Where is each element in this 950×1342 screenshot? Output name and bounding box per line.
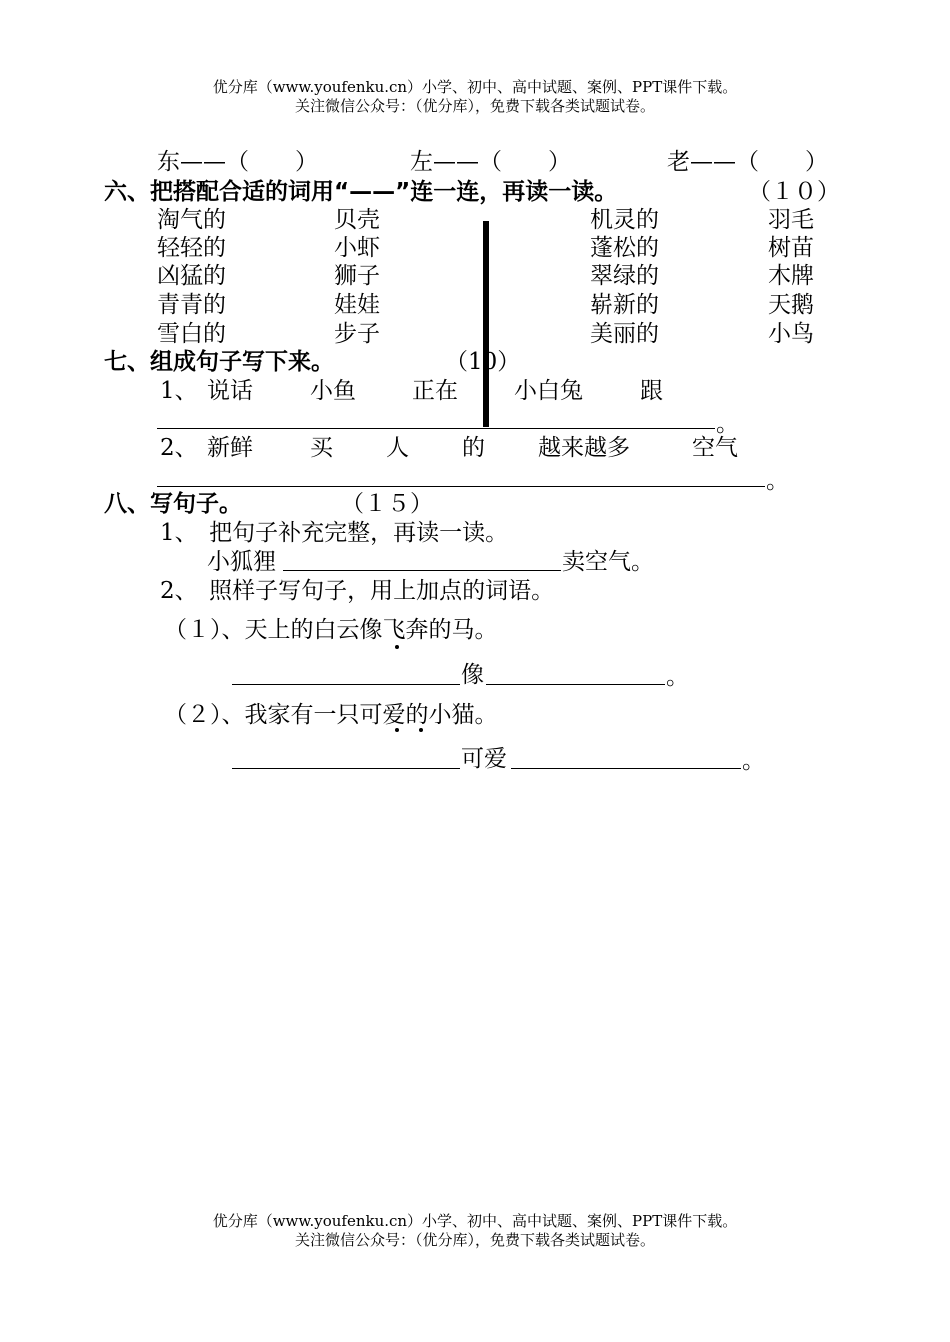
- q1-word: 小白兔: [514, 378, 583, 404]
- match-word: 贝壳: [334, 207, 380, 233]
- s8-ex2-blank-right[interactable]: [511, 768, 741, 769]
- match-word: 美丽的: [590, 321, 659, 347]
- footer-line-1: 优分库（www.youfenku.cn）小学、初中、高中试题、案例、PPT课件下载。: [212, 1212, 738, 1230]
- match-word: 步子: [334, 321, 380, 347]
- antonym-item-2: 左——（ ）: [410, 149, 571, 175]
- match-word: 崭新的: [590, 292, 659, 318]
- match-word: 天鹅: [768, 292, 814, 318]
- section-7-title: 七、组成句子写下来。: [104, 349, 334, 375]
- s8-q1-label: 1、 把句子补充完整，再读一读。: [160, 520, 509, 546]
- match-word: 小鸟: [768, 321, 814, 347]
- q2-word: 的: [462, 435, 485, 461]
- header-line-1: 优分库（www.youfenku.cn）小学、初中、高中试题、案例、PPT课件下载。: [212, 78, 738, 96]
- match-word: 淘气的: [157, 207, 226, 233]
- s8-q1-end: 卖空气。: [562, 549, 654, 575]
- match-word: 翠绿的: [590, 263, 659, 289]
- s8-example-1: （１）、天上的白云像飞奔的马。: [164, 617, 498, 643]
- s8-example-2: （２）、我家有一只可爱的小猫。: [164, 702, 498, 728]
- section-8-score: （１５）: [341, 491, 433, 517]
- q2-number: 2、: [160, 435, 198, 461]
- q2-period: 。: [766, 468, 789, 494]
- match-word: 机灵的: [590, 207, 659, 233]
- q1-period: 。: [716, 411, 739, 437]
- emphasis-dot: [395, 728, 399, 732]
- s8-ex2-blank-left[interactable]: [232, 768, 460, 769]
- q1-answer-line[interactable]: [157, 428, 715, 429]
- column-divider: [483, 221, 489, 427]
- emphasis-dot: [395, 645, 399, 649]
- section-7-score: （10）: [445, 349, 521, 375]
- q1-word: 正在: [412, 378, 458, 404]
- match-word: 树苗: [768, 235, 814, 261]
- s8-ex1-word: 像: [461, 662, 484, 688]
- s8-ex1-blank-right[interactable]: [486, 684, 665, 685]
- emphasis-dot: [419, 728, 423, 732]
- match-word: 凶猛的: [157, 263, 226, 289]
- match-word: 蓬松的: [590, 235, 659, 261]
- section-6-score: （１０）: [748, 179, 840, 205]
- q2-word: 越来越多: [538, 435, 630, 461]
- footer-line-2: 关注微信公众号：（优分库），免费下载各类试题试卷。: [294, 1231, 655, 1249]
- s8-q2-label: 2、 照样子写句子，用上加点的词语。: [160, 578, 555, 604]
- match-word: 小虾: [334, 235, 380, 261]
- antonym-item-1: 东——（ ）: [157, 149, 318, 175]
- q2-word: 买: [310, 435, 333, 461]
- s8-q1-start: 小狐狸: [207, 549, 276, 575]
- q1-word: 说话: [207, 378, 253, 404]
- q2-answer-line[interactable]: [157, 486, 765, 487]
- q2-word: 人: [386, 435, 409, 461]
- section-8-title: 八、写句子。: [104, 491, 242, 517]
- match-word: 轻轻的: [157, 235, 226, 261]
- s8-ex1-blank-left[interactable]: [232, 684, 460, 685]
- header-line-2: 关注微信公众号：（优分库），免费下载各类试题试卷。: [294, 97, 655, 115]
- s8-ex2-period: 。: [742, 748, 765, 774]
- match-word: 狮子: [334, 263, 380, 289]
- q2-word: 空气: [692, 435, 738, 461]
- match-word: 青青的: [157, 292, 226, 318]
- s8-q1-blank[interactable]: [283, 570, 561, 571]
- section-6-title: 六、把搭配合适的词用“——”连一连，再读一读。: [104, 179, 618, 205]
- antonym-item-3: 老——（ ）: [667, 149, 828, 175]
- s8-ex2-word: 可爱: [461, 746, 507, 772]
- match-word: 羽毛: [768, 207, 814, 233]
- q1-word: 小鱼: [310, 378, 356, 404]
- q1-word: 跟: [640, 378, 663, 404]
- q1-number: 1、: [160, 378, 198, 404]
- match-word: 雪白的: [157, 321, 226, 347]
- match-word: 娃娃: [334, 292, 380, 318]
- q2-word: 新鲜: [207, 435, 253, 461]
- s8-ex1-period: 。: [666, 664, 689, 690]
- match-word: 木牌: [768, 263, 814, 289]
